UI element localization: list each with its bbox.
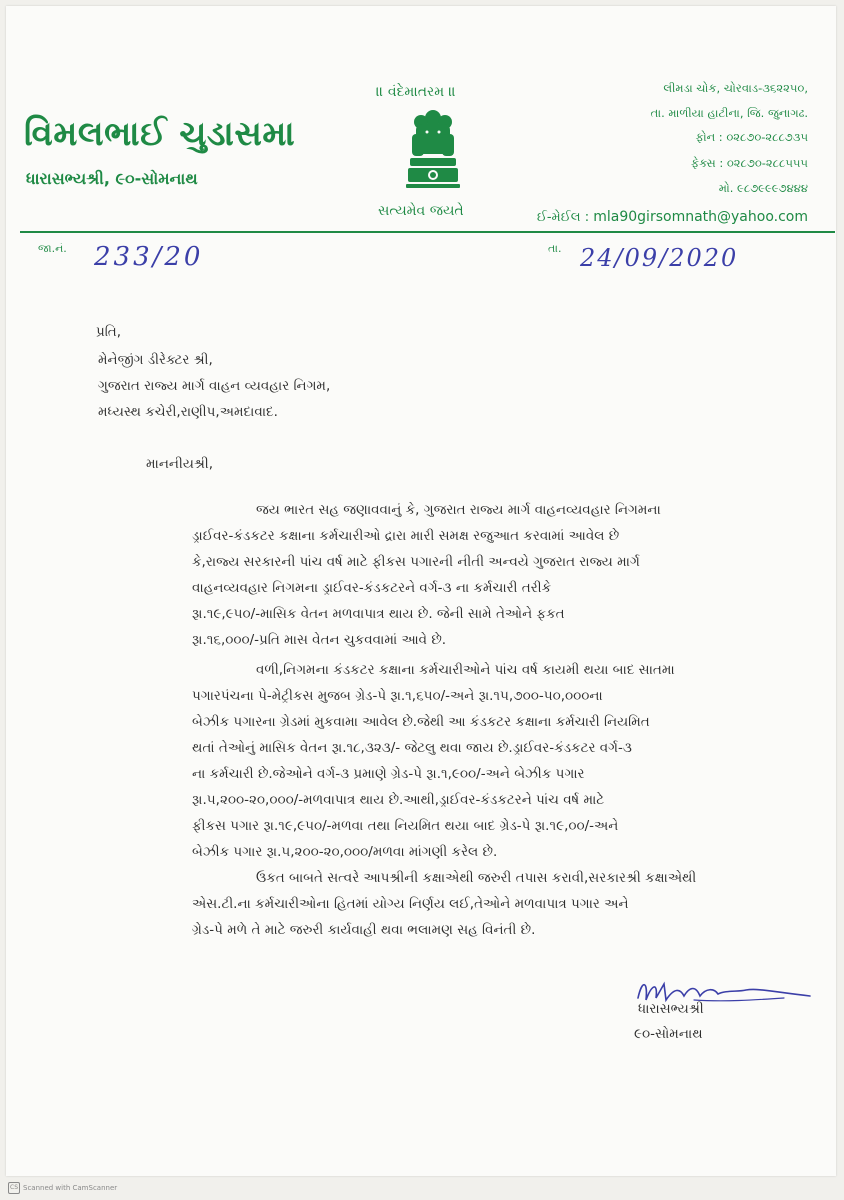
body-line: જય ભારત સહ જણાવવાનું કે, ગુજરાત રાજ્ય માર્ગ વાહનવ્યવહાર નિગમના	[256, 502, 661, 518]
body-line: ના કર્મચારી છે.જેઓને વર્ગ-૩ પ્રમાણે ગ્રેડ-પે રૂા.૧,૯૦૦/-અને બેઝીક પગાર	[192, 766, 585, 782]
body-line: વળી,નિગમના કંડકટર કક્ષાના કર્મચારીઓને પાંચ વર્ષ કાયમી થયા બાદ સાતમા	[256, 662, 675, 678]
body-line: ઉકત બાબતે સત્વરે આપશ્રીની કક્ષાએથી જરુરી તપાસ કરાવી,સરકારશ્રી કક્ષાએથી	[256, 870, 697, 886]
address-line-2: તા. માળીયા હાટીના, જિ. જુનાગઢ.	[650, 106, 808, 120]
reference-number-value: 233/20	[94, 242, 204, 272]
scanner-watermark-text: Scanned with CamScanner	[23, 1184, 118, 1192]
signatory-title: ધારાસભ્યશ્રી	[638, 1001, 704, 1017]
scanner-watermark	[8, 1182, 117, 1194]
recipient-line: મધ્યસ્થ કચેરી,રાણીપ,અમદાવાદ.	[98, 404, 278, 420]
signatory-constituency: ૯૦-સોમનાથ	[634, 1026, 703, 1042]
recipient-line: પ્રતિ,	[96, 324, 122, 340]
body-line: રૂા.૫,૨૦૦-૨૦,૦૦૦/-મળવાપાત્ર થાય છે.આથી,ડ્રાઈવર-કંડકટરને પાંચ વર્ષ માટે	[192, 792, 605, 808]
body-line: કે,રાજ્ય સરકારની પાંચ વર્ષ માટે ફીકસ પગારની નીતી અન્વયે ગુજરાત રાજ્ય માર્ગ	[192, 554, 640, 570]
date-label: તા.	[548, 242, 562, 255]
date-value: 24/09/2020	[580, 244, 739, 272]
body-line: બેઝીક પગાર રૂા.૫,૨૦૦-૨૦,૦૦૦/મળવા માંગણી કરેલ છે.	[192, 844, 498, 860]
email-label: ઈ-મેઈલ :	[536, 210, 590, 225]
body-line: રૂા.૧૬,૦૦૦/-પ્રતિ માસ વેતન ચુકવવામાં આવે છે.	[192, 632, 447, 648]
letter-page	[6, 6, 836, 1176]
camscanner-logo-icon: CS	[8, 1182, 20, 1194]
fax-number: ફેક્સ : ૦૨૮૭૦-૨૮૮૫૫૫	[690, 156, 808, 170]
body-line: એસ.ટી.ના કર્મચારીઓના હિતમાં યોગ્ય નિર્ણય લઈ,તેઓને મળવાપાત્ર પગાર અને	[192, 896, 629, 912]
body-line: થતાં તેઓનું માસિક વેતન રૂા.૧૮,૩૨૩/- જેટલુ થવા જાય છે.ડ્રાઈવર-કંડકટર વર્ગ-૩	[192, 740, 632, 756]
sender-name: વિમલભાઈ ચુડાસમા	[24, 114, 296, 154]
letterhead-divider	[20, 231, 835, 233]
address-line-1: લીમડા ચોક, ચોરવાડ-૩૬૨૨૫૦,	[663, 81, 808, 95]
vande-mataram-text: ॥ વંદેમાતરમ ॥	[376, 84, 456, 100]
phone-number: ફોન : ૦૨૮૭૦-૨૮૮૭૩૫	[695, 130, 808, 144]
national-emblem-icon	[404, 108, 462, 196]
recipient-line: ગુજરાત રાજ્ય માર્ગ વાહન વ્યવહાર નિગમ,	[98, 378, 331, 394]
email-address[interactable]: mla90girsomnath@yahoo.com	[593, 209, 808, 225]
salutation: માનનીયશ્રી,	[146, 456, 214, 472]
recipient-line: મેનેજીંગ ડીરેક્ટર શ્રી,	[98, 352, 213, 368]
body-line: વાહનવ્યવહાર નિગમના ડ્રાઈવર-કંડકટરને વર્ગ-૩ ના કર્મચારી તરીકે	[192, 580, 552, 596]
sender-designation: ધારાસભ્યશ્રી, ૯૦-સોમનાથ	[26, 169, 198, 188]
body-line: ફીકસ પગાર રૂા.૧૯,૯૫૦/-મળવા તથા નિયમિત થયા બાદ ગ્રેડ-પે રૂા.૧૯,૦૦/-અને	[192, 818, 619, 834]
body-line: રૂા.૧૯,૯૫૦/-માસિક વેતન મળવાપાત્ર થાય છે. જેની સામે તેઓને ફકત	[192, 606, 565, 622]
email-line	[537, 209, 808, 225]
satyameva-jayate-text: સત્યમેવ જયતે	[378, 203, 464, 219]
reference-number-label: જા.નં.	[38, 242, 67, 255]
mobile-number: મો. ૯૮૭૯૯૯૭૪૪૪	[718, 181, 808, 195]
body-line: ડ્રાઈવર-કંડકટર કક્ષાના કર્મચારીઓ દ્રારા મારી સમક્ષ રજુઆત કરવામાં આવેલ છે	[192, 528, 620, 544]
body-line: ગ્રેડ-પે મળે તે માટે જરુરી કાર્યવાહી થવા ભલામણ સહ વિનંતી છે.	[192, 922, 536, 938]
body-line: પગારપંચના પે-મેટ્રીકસ મુજબ ગ્રેડ-પે રૂા.૧,૬૫૦/-અને રૂા.૧૫,૭૦૦-૫૦,૦૦૦ના	[192, 688, 603, 704]
body-line: બેઝીક પગારના ગ્રેડમાં મુકવામા આવેલ છે.જેથી આ કંડકટર કક્ષાના કર્મચારી નિયમિત	[192, 714, 650, 730]
